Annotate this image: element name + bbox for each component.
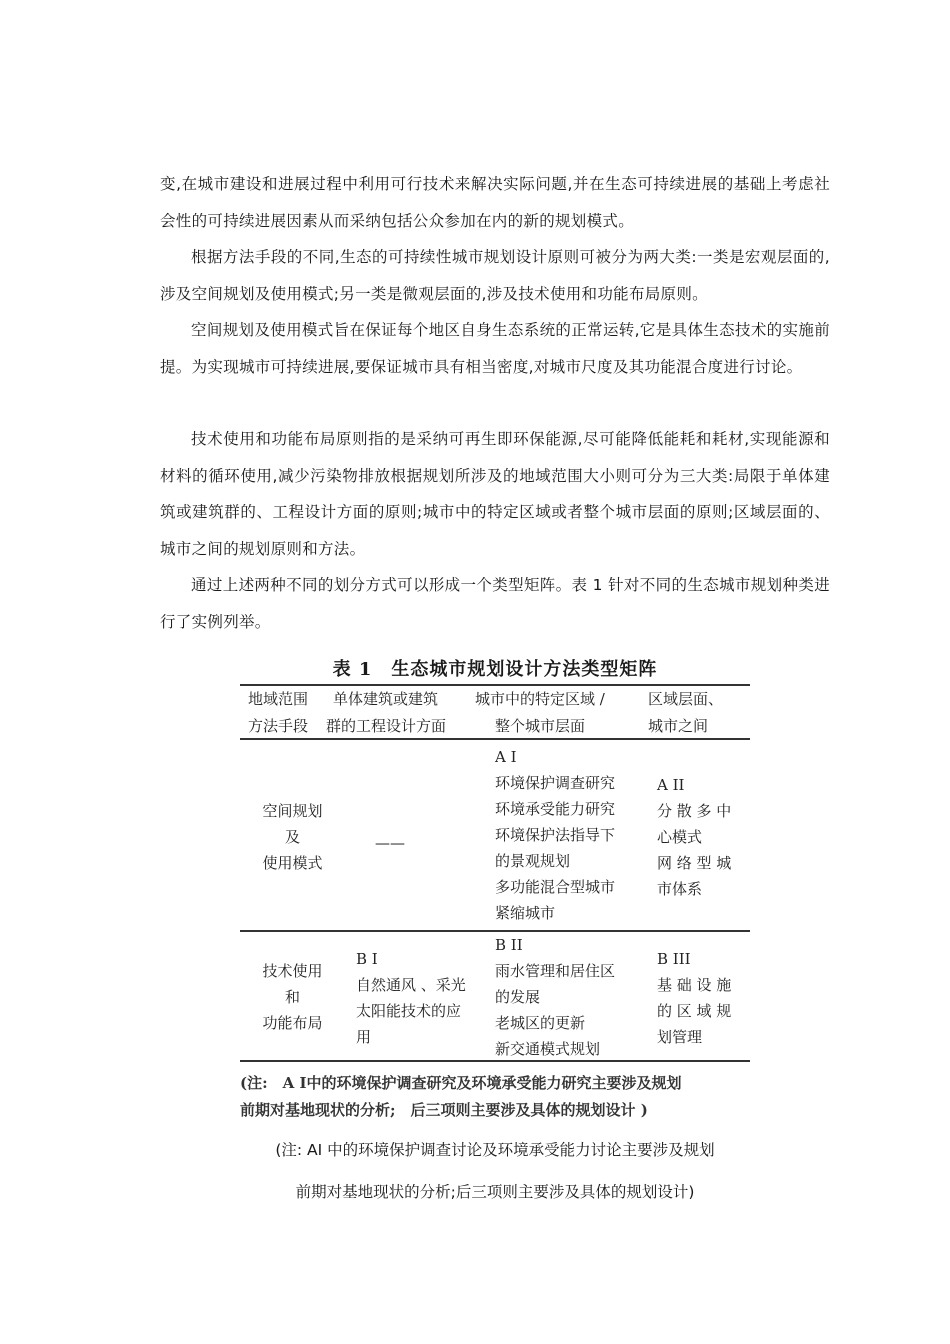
table-caption: 表 1 生态城市规划设计方法类型矩阵 <box>332 659 658 680</box>
header-col2-line2: 整个城市层面 <box>495 717 586 735</box>
row1-col2 <box>495 744 615 926</box>
table-note-line1: (注: A I中的环境保护调查研究及环境承受能力研究主要涉及规划 <box>240 1074 682 1092</box>
row2-col1 <box>356 946 466 1050</box>
row1-col2-line: 的景观规划 <box>495 852 571 870</box>
row2-col3-line: 的 区 域 规 <box>657 1002 732 1020</box>
method-matrix-table <box>240 682 750 1064</box>
row2-col1-line: 用 <box>356 1028 372 1046</box>
header-col2 <box>475 686 605 740</box>
row1-col2-line: 多功能混合型城市 <box>495 878 616 896</box>
row2-col3-code: B III <box>657 950 691 968</box>
header-col1-line2: 群的工程设计方面 <box>326 717 447 735</box>
header-col3-line1: 区域层面、 <box>648 690 724 708</box>
row1-label <box>250 798 335 876</box>
row2-col2-line: 的发展 <box>495 988 541 1006</box>
note-line2: 前期对基地现状的分析;后三项则主要涉及具体的规划设计) <box>295 1183 695 1201</box>
row2-col1-line: 自然通风 、采光 <box>356 976 466 994</box>
table-note <box>240 1070 760 1124</box>
header-col1-line1: 单体建筑或建筑 <box>333 690 439 708</box>
row1-col2-line: 环境承受能力研究 <box>495 800 616 818</box>
header-col1 <box>326 686 446 740</box>
row2-col2-line: 老城区的更新 <box>495 1014 586 1032</box>
row1-col3-code: A II <box>657 776 685 794</box>
row2-label-line3: 功能布局 <box>262 1014 323 1032</box>
row2-col3-line: 基 础 设 施 <box>657 976 732 994</box>
row1-col1-empty-dash: —— <box>375 834 405 852</box>
row1-label-line3: 使用模式 <box>262 854 323 872</box>
row2-col1-code: B I <box>356 950 378 968</box>
header-col0-line2: 方法手段 <box>248 717 309 735</box>
header-col2-line1: 城市中的特定区域 / <box>475 690 605 708</box>
header-col3-line2: 城市之间 <box>648 717 709 735</box>
row2-col2 <box>495 932 615 1062</box>
note-line1: (注: AI 中的环境保护调查讨论及环境承受能力讨论主要涉及规划 <box>275 1141 715 1159</box>
row2-col1-line: 太阳能技术的应 <box>356 1002 462 1020</box>
row2-col2-line: 雨水管理和居住区 <box>495 962 616 980</box>
header-col0-line1: 地域范围 <box>248 690 309 708</box>
paragraph-3: 空间规划及使用模式旨在保证每个地区自身生态系统的正常运转,它是具体生态技术的实施前提。为实现城市可持续进展,要保证城市具有相当密度,对城市尺度及其功能混合度进行讨论。 <box>160 321 830 376</box>
paragraph-5: 通过上述两种不同的划分方式可以形成一个类型矩阵。表 1 针对不同的生态城市规划种类进行了实例列举。 <box>160 576 830 631</box>
row1-col3-line: 心模式 <box>657 828 703 846</box>
row1-label-line2: 及 <box>284 828 300 846</box>
paragraph-1: 变,在城市建设和进展过程中利用可行技术来解决实际问题,并在生态可持续进展的基础上考虑社会性的可持续进展因素从而采纳包括公众参加在内的新的规划模式。 <box>160 175 830 230</box>
row2-col2-line: 新交通模式规划 <box>495 1040 601 1058</box>
row2-col2-code: B II <box>495 936 523 954</box>
row2-label-line1: 技术使用 <box>262 962 323 980</box>
row2-col3 <box>657 946 731 1050</box>
paragraph-4: 技术使用和功能布局原则指的是采纳可再生即环保能源,尽可能降低能耗和耗材,实现能源和材料的循环使用,减少污染物排放根据规划所涉及的地域范围大小则可分为三大类:局限于单体建筑或建筑群的、工程设计方面的原则;城市中的特定区域或者整个城市层面的原则;区域层面的、城市之间的规划原则和方法。 <box>160 430 830 558</box>
header-col0 <box>248 686 308 740</box>
row1-col3 <box>657 772 731 902</box>
row1-col3-line: 分 散 多 中 <box>657 802 732 820</box>
table-note-line2: 前期对基地现状的分析; 后三项则主要涉及具体的规划设计 ) <box>240 1101 648 1119</box>
row2-label <box>250 958 335 1036</box>
row1-col3-line: 网 络 型 城 <box>657 854 732 872</box>
row1-col2-code: A I <box>495 748 517 766</box>
row1-col2-line: 环境保护法指导下 <box>495 826 616 844</box>
row1-col2-line: 紧缩城市 <box>495 904 556 922</box>
header-col3 <box>648 686 723 740</box>
row1-label-line1: 空间规划 <box>262 802 323 820</box>
paragraph-2: 根据方法手段的不同,生态的可持续性城市规划设计原则可被分为两大类:一类是宏观层面的,涉及空间规划及使用模式;另一类是微观层面的,涉及技术使用和功能布局原则。 <box>160 248 830 303</box>
row1-col3-line: 市体系 <box>657 880 703 898</box>
row2-col3-line: 划管理 <box>657 1028 703 1046</box>
row2-label-line2: 和 <box>284 988 300 1006</box>
row1-col2-line: 环境保护调查研究 <box>495 774 616 792</box>
